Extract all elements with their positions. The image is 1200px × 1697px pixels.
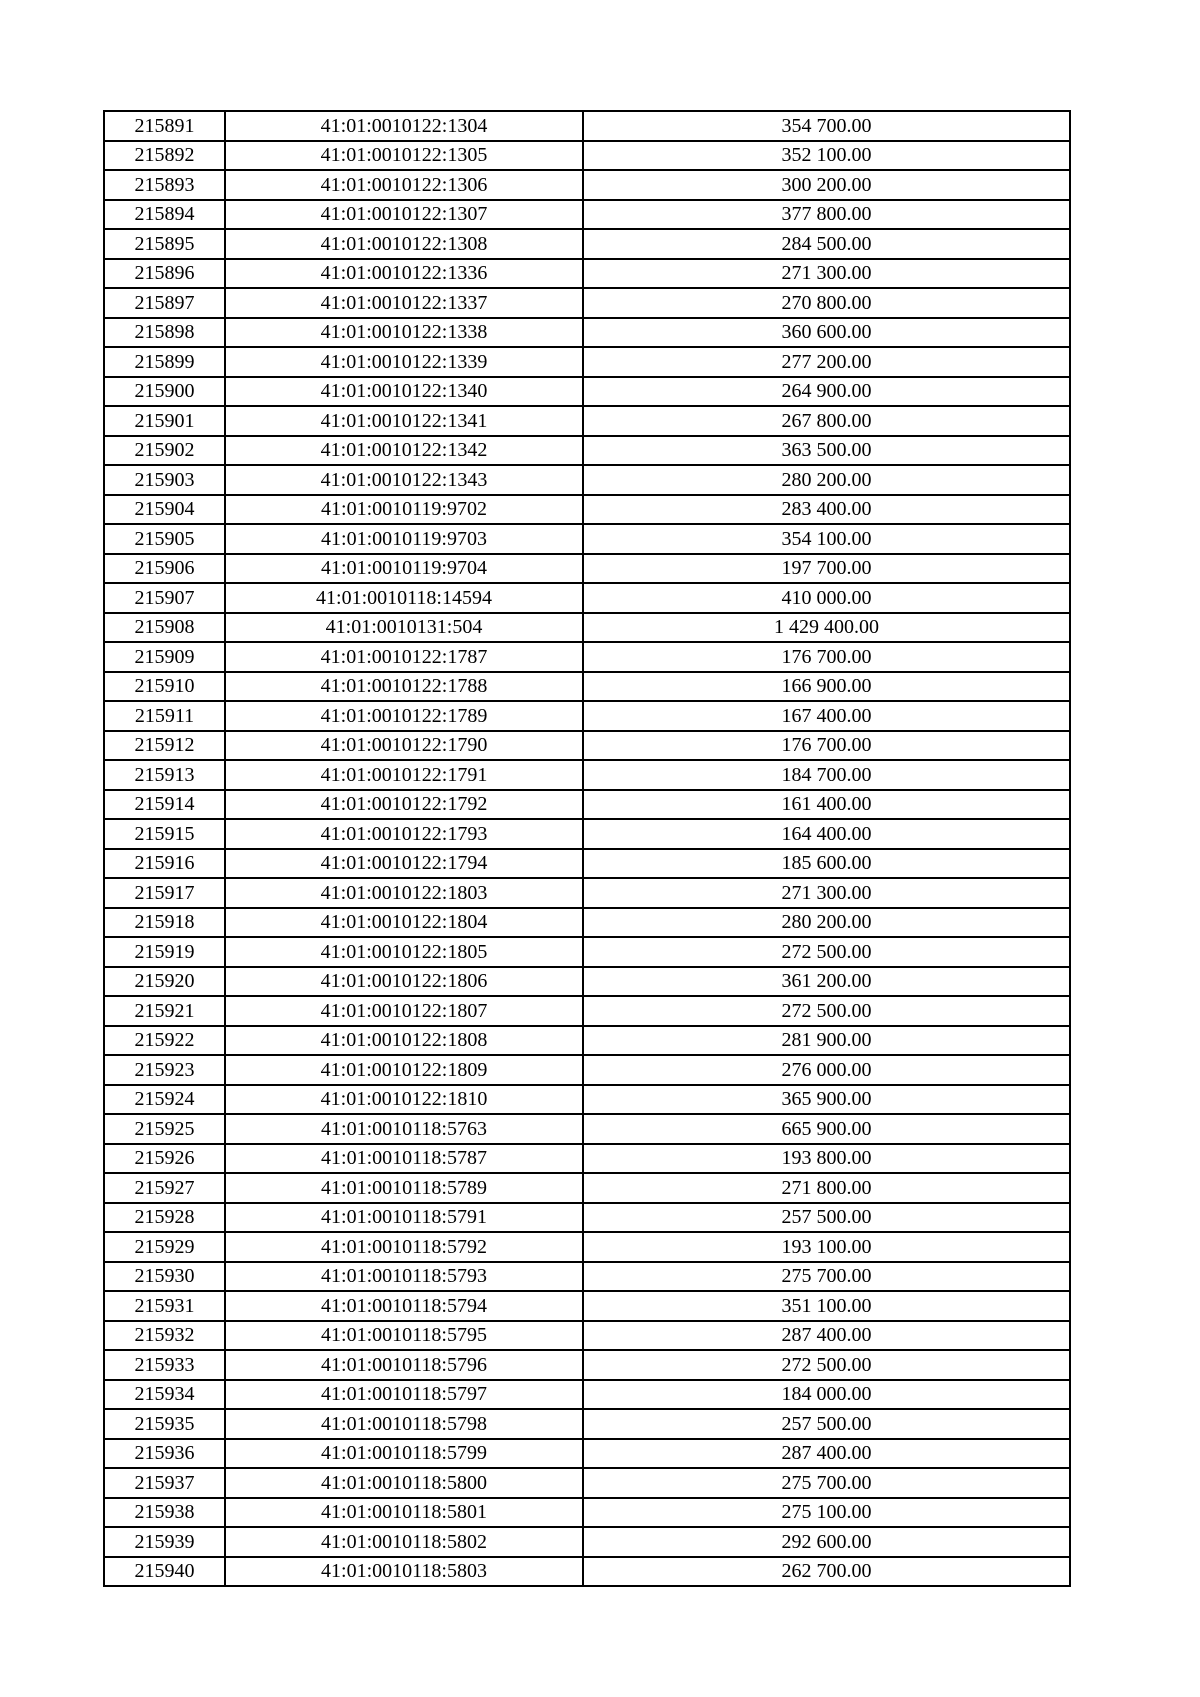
cadastral-number-cell: 41:01:0010131:504 — [225, 613, 583, 643]
row-number-cell: 215895 — [104, 229, 225, 259]
cadastral-value-cell: 193 800.00 — [583, 1144, 1070, 1174]
cadastral-value-cell: 270 800.00 — [583, 288, 1070, 318]
table-row — [104, 318, 1070, 348]
table-row — [104, 259, 1070, 289]
cadastral-value-cell: 665 900.00 — [583, 1114, 1070, 1144]
table-row — [104, 1321, 1070, 1351]
cadastral-value-cell: 164 400.00 — [583, 819, 1070, 849]
cadastral-number-cell: 41:01:0010122:1787 — [225, 642, 583, 672]
table-row — [104, 937, 1070, 967]
table-row — [104, 1380, 1070, 1410]
cadastral-value-cell: 280 200.00 — [583, 465, 1070, 495]
cadastral-number-cell: 41:01:0010122:1810 — [225, 1085, 583, 1115]
cadastral-number-cell: 41:01:0010122:1306 — [225, 170, 583, 200]
cadastral-value-cell: 281 900.00 — [583, 1026, 1070, 1056]
cadastral-value-cell: 272 500.00 — [583, 996, 1070, 1026]
table-row — [104, 908, 1070, 938]
table-row — [104, 1173, 1070, 1203]
row-number-cell: 215902 — [104, 436, 225, 466]
cadastral-number-cell: 41:01:0010118:5794 — [225, 1291, 583, 1321]
cadastral-value-cell: 167 400.00 — [583, 701, 1070, 731]
row-number-cell: 215931 — [104, 1291, 225, 1321]
row-number-cell: 215915 — [104, 819, 225, 849]
table-row — [104, 790, 1070, 820]
row-number-cell: 215928 — [104, 1203, 225, 1233]
cadastral-number-cell: 41:01:0010122:1341 — [225, 406, 583, 436]
cadastral-value-cell: 197 700.00 — [583, 554, 1070, 584]
table-row — [104, 1439, 1070, 1469]
table-row — [104, 731, 1070, 761]
row-number-cell: 215936 — [104, 1439, 225, 1469]
table-row — [104, 672, 1070, 702]
table-row — [104, 170, 1070, 200]
table-row — [104, 377, 1070, 407]
table-row — [104, 1350, 1070, 1380]
cadastral-value-cell: 1 429 400.00 — [583, 613, 1070, 643]
row-number-cell: 215921 — [104, 996, 225, 1026]
row-number-cell: 215926 — [104, 1144, 225, 1174]
cadastral-value-cell: 280 200.00 — [583, 908, 1070, 938]
cadastral-number-cell: 41:01:0010118:5802 — [225, 1527, 583, 1557]
cadastral-number-cell: 41:01:0010122:1808 — [225, 1026, 583, 1056]
row-number-cell: 215894 — [104, 200, 225, 230]
cadastral-value-cell: 272 500.00 — [583, 937, 1070, 967]
table-row — [104, 1114, 1070, 1144]
row-number-cell: 215924 — [104, 1085, 225, 1115]
row-number-cell: 215899 — [104, 347, 225, 377]
cadastral-number-cell: 41:01:0010118:5799 — [225, 1439, 583, 1469]
cadastral-number-cell: 41:01:0010122:1307 — [225, 200, 583, 230]
table-row — [104, 1498, 1070, 1528]
row-number-cell: 215898 — [104, 318, 225, 348]
cadastral-value-cell: 271 300.00 — [583, 878, 1070, 908]
row-number-cell: 215939 — [104, 1527, 225, 1557]
cadastral-value-table — [103, 110, 1071, 1587]
cadastral-value-cell: 271 800.00 — [583, 1173, 1070, 1203]
row-number-cell: 215937 — [104, 1468, 225, 1498]
row-number-cell: 215909 — [104, 642, 225, 672]
row-number-cell: 215912 — [104, 731, 225, 761]
table-row — [104, 642, 1070, 672]
table-row — [104, 200, 1070, 230]
row-number-cell: 215910 — [104, 672, 225, 702]
cadastral-number-cell: 41:01:0010118:14594 — [225, 583, 583, 613]
cadastral-number-cell: 41:01:0010122:1807 — [225, 996, 583, 1026]
cadastral-number-cell: 41:01:0010118:5800 — [225, 1468, 583, 1498]
cadastral-value-cell: 363 500.00 — [583, 436, 1070, 466]
cadastral-value-cell: 277 200.00 — [583, 347, 1070, 377]
cadastral-number-cell: 41:01:0010122:1809 — [225, 1055, 583, 1085]
row-number-cell: 215918 — [104, 908, 225, 938]
cadastral-number-cell: 41:01:0010118:5793 — [225, 1262, 583, 1292]
cadastral-value-cell: 272 500.00 — [583, 1350, 1070, 1380]
cadastral-number-cell: 41:01:0010118:5803 — [225, 1557, 583, 1587]
table-row — [104, 1409, 1070, 1439]
row-number-cell: 215900 — [104, 377, 225, 407]
table-row — [104, 1085, 1070, 1115]
cadastral-number-cell: 41:01:0010122:1792 — [225, 790, 583, 820]
table-row — [104, 1262, 1070, 1292]
row-number-cell: 215930 — [104, 1262, 225, 1292]
cadastral-value-cell: 300 200.00 — [583, 170, 1070, 200]
cadastral-number-cell: 41:01:0010122:1305 — [225, 141, 583, 171]
table-row — [104, 1026, 1070, 1056]
cadastral-number-cell: 41:01:0010122:1339 — [225, 347, 583, 377]
row-number-cell: 215905 — [104, 524, 225, 554]
table-row — [104, 1291, 1070, 1321]
cadastral-number-cell: 41:01:0010122:1340 — [225, 377, 583, 407]
row-number-cell: 215901 — [104, 406, 225, 436]
cadastral-value-cell: 275 700.00 — [583, 1468, 1070, 1498]
cadastral-value-cell: 287 400.00 — [583, 1439, 1070, 1469]
cadastral-number-cell: 41:01:0010118:5789 — [225, 1173, 583, 1203]
row-number-cell: 215935 — [104, 1409, 225, 1439]
table-row — [104, 878, 1070, 908]
cadastral-number-cell: 41:01:0010122:1794 — [225, 849, 583, 879]
cadastral-value-cell: 184 700.00 — [583, 760, 1070, 790]
table-body — [104, 111, 1070, 1586]
table-row — [104, 495, 1070, 525]
cadastral-value-cell: 166 900.00 — [583, 672, 1070, 702]
cadastral-number-cell: 41:01:0010122:1803 — [225, 878, 583, 908]
cadastral-value-cell: 176 700.00 — [583, 731, 1070, 761]
cadastral-value-cell: 360 600.00 — [583, 318, 1070, 348]
cadastral-value-cell: 276 000.00 — [583, 1055, 1070, 1085]
cadastral-number-cell: 41:01:0010122:1308 — [225, 229, 583, 259]
row-number-cell: 215904 — [104, 495, 225, 525]
table-row — [104, 1468, 1070, 1498]
row-number-cell: 215919 — [104, 937, 225, 967]
row-number-cell: 215891 — [104, 111, 225, 141]
cadastral-number-cell: 41:01:0010122:1336 — [225, 259, 583, 289]
cadastral-value-cell: 377 800.00 — [583, 200, 1070, 230]
table-row — [104, 760, 1070, 790]
table-row — [104, 1055, 1070, 1085]
table-row — [104, 701, 1070, 731]
cadastral-number-cell: 41:01:0010122:1804 — [225, 908, 583, 938]
row-number-cell: 215917 — [104, 878, 225, 908]
row-number-cell: 215925 — [104, 1114, 225, 1144]
row-number-cell: 215920 — [104, 967, 225, 997]
table-row — [104, 819, 1070, 849]
row-number-cell: 215913 — [104, 760, 225, 790]
cadastral-value-cell: 257 500.00 — [583, 1409, 1070, 1439]
row-number-cell: 215911 — [104, 701, 225, 731]
cadastral-number-cell: 41:01:0010122:1806 — [225, 967, 583, 997]
cadastral-number-cell: 41:01:0010122:1793 — [225, 819, 583, 849]
cadastral-number-cell: 41:01:0010118:5798 — [225, 1409, 583, 1439]
cadastral-number-cell: 41:01:0010122:1790 — [225, 731, 583, 761]
row-number-cell: 215906 — [104, 554, 225, 584]
cadastral-value-cell: 361 200.00 — [583, 967, 1070, 997]
cadastral-number-cell: 41:01:0010118:5787 — [225, 1144, 583, 1174]
cadastral-number-cell: 41:01:0010122:1338 — [225, 318, 583, 348]
row-number-cell: 215908 — [104, 613, 225, 643]
cadastral-number-cell: 41:01:0010122:1304 — [225, 111, 583, 141]
table-row — [104, 613, 1070, 643]
row-number-cell: 215938 — [104, 1498, 225, 1528]
row-number-cell: 215934 — [104, 1380, 225, 1410]
cadastral-number-cell: 41:01:0010122:1337 — [225, 288, 583, 318]
table-row — [104, 288, 1070, 318]
table-row — [104, 1232, 1070, 1262]
cadastral-value-cell: 287 400.00 — [583, 1321, 1070, 1351]
cadastral-value-cell: 264 900.00 — [583, 377, 1070, 407]
cadastral-number-cell: 41:01:0010119:9704 — [225, 554, 583, 584]
cadastral-number-cell: 41:01:0010118:5795 — [225, 1321, 583, 1351]
table-row — [104, 1203, 1070, 1233]
cadastral-value-cell: 271 300.00 — [583, 259, 1070, 289]
table-row — [104, 141, 1070, 171]
cadastral-number-cell: 41:01:0010122:1805 — [225, 937, 583, 967]
row-number-cell: 215896 — [104, 259, 225, 289]
cadastral-value-cell: 354 700.00 — [583, 111, 1070, 141]
row-number-cell: 215916 — [104, 849, 225, 879]
row-number-cell: 215929 — [104, 1232, 225, 1262]
cadastral-value-cell: 284 500.00 — [583, 229, 1070, 259]
cadastral-value-cell: 365 900.00 — [583, 1085, 1070, 1115]
table-row — [104, 583, 1070, 613]
row-number-cell: 215922 — [104, 1026, 225, 1056]
cadastral-value-cell: 352 100.00 — [583, 141, 1070, 171]
cadastral-number-cell: 41:01:0010118:5797 — [225, 1380, 583, 1410]
cadastral-number-cell: 41:01:0010122:1342 — [225, 436, 583, 466]
table-row — [104, 849, 1070, 879]
cadastral-value-cell: 275 700.00 — [583, 1262, 1070, 1292]
table-row — [104, 967, 1070, 997]
row-number-cell: 215932 — [104, 1321, 225, 1351]
row-number-cell: 215940 — [104, 1557, 225, 1587]
row-number-cell: 215914 — [104, 790, 225, 820]
cadastral-value-cell: 267 800.00 — [583, 406, 1070, 436]
cadastral-value-cell: 184 000.00 — [583, 1380, 1070, 1410]
table-row — [104, 1557, 1070, 1587]
cadastral-number-cell: 41:01:0010119:9702 — [225, 495, 583, 525]
row-number-cell: 215892 — [104, 141, 225, 171]
row-number-cell: 215893 — [104, 170, 225, 200]
cadastral-number-cell: 41:01:0010122:1791 — [225, 760, 583, 790]
cadastral-value-cell: 292 600.00 — [583, 1527, 1070, 1557]
cadastral-value-cell: 185 600.00 — [583, 849, 1070, 879]
row-number-cell: 215897 — [104, 288, 225, 318]
table-row — [104, 436, 1070, 466]
row-number-cell: 215933 — [104, 1350, 225, 1380]
table-row — [104, 1527, 1070, 1557]
cadastral-value-cell: 275 100.00 — [583, 1498, 1070, 1528]
table-row — [104, 524, 1070, 554]
cadastral-value-cell: 257 500.00 — [583, 1203, 1070, 1233]
cadastral-number-cell: 41:01:0010118:5791 — [225, 1203, 583, 1233]
table-row — [104, 554, 1070, 584]
table-row — [104, 465, 1070, 495]
cadastral-value-cell: 193 100.00 — [583, 1232, 1070, 1262]
cadastral-value-cell: 176 700.00 — [583, 642, 1070, 672]
cadastral-number-cell: 41:01:0010122:1343 — [225, 465, 583, 495]
table-row — [104, 406, 1070, 436]
cadastral-number-cell: 41:01:0010122:1789 — [225, 701, 583, 731]
cadastral-number-cell: 41:01:0010118:5801 — [225, 1498, 583, 1528]
table-row — [104, 229, 1070, 259]
cadastral-value-cell: 161 400.00 — [583, 790, 1070, 820]
table-row — [104, 347, 1070, 377]
row-number-cell: 215907 — [104, 583, 225, 613]
cadastral-number-cell: 41:01:0010122:1788 — [225, 672, 583, 702]
cadastral-value-cell: 351 100.00 — [583, 1291, 1070, 1321]
cadastral-value-cell: 283 400.00 — [583, 495, 1070, 525]
table-row — [104, 996, 1070, 1026]
cadastral-number-cell: 41:01:0010119:9703 — [225, 524, 583, 554]
row-number-cell: 215923 — [104, 1055, 225, 1085]
cadastral-number-cell: 41:01:0010118:5763 — [225, 1114, 583, 1144]
cadastral-value-cell: 410 000.00 — [583, 583, 1070, 613]
row-number-cell: 215903 — [104, 465, 225, 495]
row-number-cell: 215927 — [104, 1173, 225, 1203]
cadastral-value-cell: 354 100.00 — [583, 524, 1070, 554]
cadastral-number-cell: 41:01:0010118:5792 — [225, 1232, 583, 1262]
table-row — [104, 1144, 1070, 1174]
cadastral-value-cell: 262 700.00 — [583, 1557, 1070, 1587]
cadastral-number-cell: 41:01:0010118:5796 — [225, 1350, 583, 1380]
table-row — [104, 111, 1070, 141]
